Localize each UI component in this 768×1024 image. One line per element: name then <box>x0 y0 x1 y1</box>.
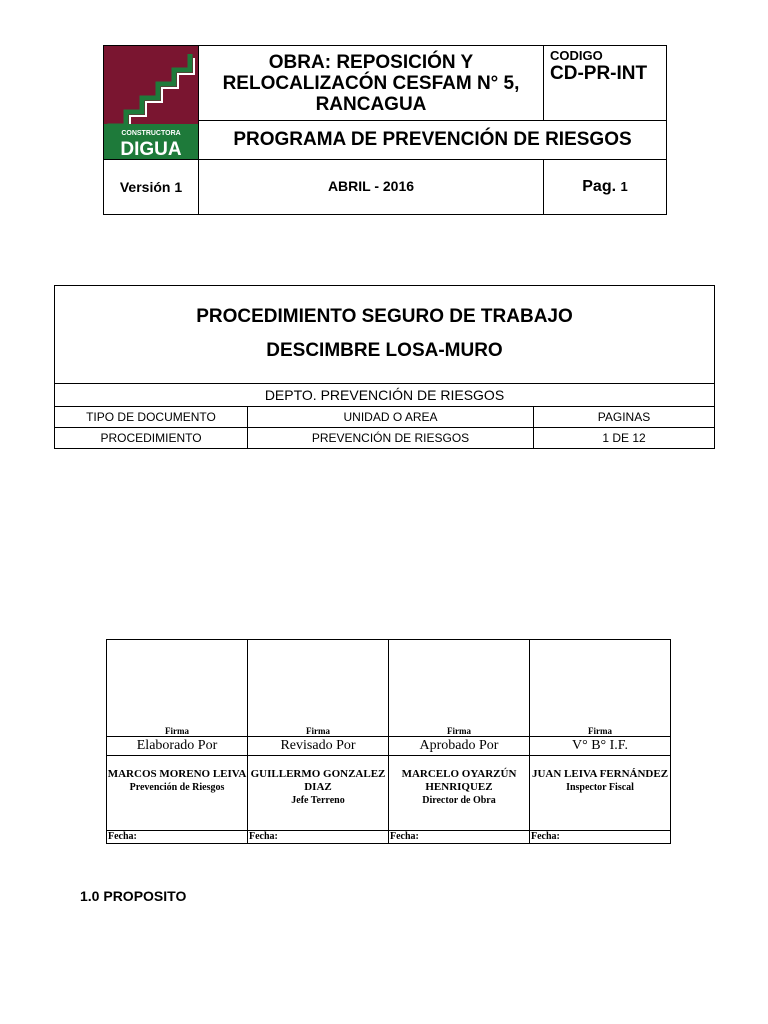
firma-label: Firma <box>588 726 612 736</box>
signer-name: MARCOS MORENO LEIVA <box>107 768 247 780</box>
signature-area <box>389 640 530 737</box>
role-visto-bueno: V° B° I.F. <box>530 737 671 756</box>
section-heading: 1.0 PROPOSITO <box>80 888 187 904</box>
codigo-value: CD-PR-INT <box>550 63 648 84</box>
page-label: Pag. <box>582 178 617 195</box>
firma-label: Firma <box>306 726 330 736</box>
signature-table <box>106 639 671 844</box>
program-title: PROGRAMA DE PREVENCIÓN DE RIESGOS <box>199 121 667 160</box>
value-unidad-area: PREVENCIÓN DE RIESGOS <box>248 428 534 449</box>
value-paginas: 1 DE 12 <box>534 428 715 449</box>
constructora-digua-logo <box>104 46 198 159</box>
logo-text-digua: DIGUA <box>120 139 182 159</box>
role-elaborado: Elaborado Por <box>107 737 248 756</box>
value-tipo-documento: PROCEDIMIENTO <box>55 428 248 449</box>
signer-visto-bueno <box>530 756 671 831</box>
role-revisado: Revisado Por <box>248 737 389 756</box>
signer-title: Jefe Terreno <box>291 795 345 806</box>
signer-revisado <box>248 756 389 831</box>
signature-area <box>107 640 248 737</box>
signer-name: GUILLERMO GONZALEZ DIAZ <box>250 768 386 793</box>
fecha-label: Fecha: <box>107 831 248 844</box>
procedure-box <box>54 285 715 449</box>
header-paginas: PAGINAS <box>534 407 715 428</box>
codigo-cell <box>544 46 667 121</box>
signer-title: Director de Obra <box>422 795 496 806</box>
signer-aprobado <box>389 756 530 831</box>
signer-name: MARCELO OYARZÚN HENRIQUEZ <box>401 768 517 793</box>
header-unidad-area: UNIDAD O AREA <box>248 407 534 428</box>
signer-title: Inspector Fiscal <box>566 782 634 793</box>
firma-label: Firma <box>165 726 189 736</box>
header-tipo-documento: TIPO DE DOCUMENTO <box>55 407 248 428</box>
firma-label: Firma <box>447 726 471 736</box>
signature-area <box>530 640 671 737</box>
logo-text-constructora: CONSTRUCTORA <box>121 130 181 137</box>
document-date: ABRIL - 2016 <box>199 160 544 215</box>
department-label: DEPTO. PREVENCIÓN DE RIESGOS <box>55 384 715 407</box>
obra-title: OBRA: REPOSICIÓN Y RELOCALIZACÓN CESFAM N° 5, RANCAGUA <box>199 46 544 121</box>
page-number: 1 <box>620 179 628 194</box>
signer-name: JUAN LEIVA FERNÁNDEZ <box>531 768 669 780</box>
procedure-title: PROCEDIMIENTO SEGURO DE TRABAJO <box>196 306 573 327</box>
procedure-subtitle: DESCIMBRE LOSA-MURO <box>266 340 503 361</box>
fecha-label: Fecha: <box>248 831 389 844</box>
role-aprobado: Aprobado Por <box>389 737 530 756</box>
codigo-label: CODIGO <box>550 48 603 63</box>
signer-elaborado <box>107 756 248 831</box>
version-label: Versión 1 <box>104 160 199 215</box>
fecha-label: Fecha: <box>530 831 671 844</box>
fecha-label: Fecha: <box>389 831 530 844</box>
document-header <box>103 45 667 215</box>
page-indicator <box>544 160 667 215</box>
signer-title: Prevención de Riesgos <box>129 782 225 793</box>
procedure-title-cell <box>55 286 715 384</box>
signature-area <box>248 640 389 737</box>
logo-cell <box>104 46 199 160</box>
